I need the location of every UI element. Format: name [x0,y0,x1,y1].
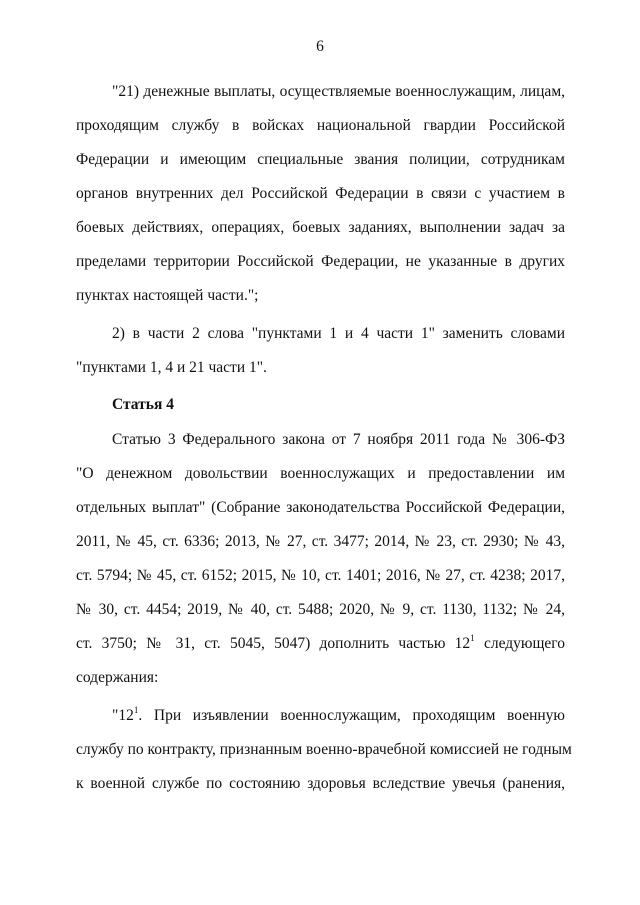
text-line: содержания: [76,669,159,686]
superscript: 1 [133,705,139,715]
text-line: Статью 3 Федерального закона от 7 ноября 2011 года № 306-ФЗ [112,431,565,448]
text-line: службу по контракту, признанным военно-врачебной комиссией не годным [76,741,572,758]
text-line: боевых действиях, операциях, боевых заданиях, выполнении задач за [76,219,565,236]
text-line: отдельных выплат" (Собрание законодательства Российской Федерации, [76,499,565,516]
article-heading: Статья 4 [112,396,174,413]
text-segment: . При изъявлении военнослужащим, проходящим военную [138,707,565,724]
text-line: проходящим службу в войсках национальной гвардии Российской [76,117,565,134]
text-line: Федерации и имеющим специальные звания полиции, сотрудникам [76,151,565,168]
text-line: 2011, № 45, ст. 6336; 2013, № 27, ст. 3477; 2014, № 23, ст. 2930; № 43, [76,533,565,550]
text-segment: ст. 3750; № 31, ст. 5045, 5047) дополнить частью 12 [76,635,471,652]
text-line [112,706,565,726]
text-segment: "12 [112,707,134,724]
text-line: пунктах настоящей части."; [76,287,259,304]
text-line: органов внутренних дел Российской Федерации в связи с участием в [76,185,565,202]
text-line: ст. 5794; № 45, ст. 6152; 2015, № 10, ст. 1401; 2016, № 27, ст. 4238; 2017, [76,567,565,584]
text-line: № 30, ст. 4454; 2019, № 40, ст. 5488; 2020, № 9, ст. 1130, 1132; № 24, [76,601,565,618]
text-line: 2) в части 2 слова "пунктами 1 и 4 части 1" заменить словами [112,325,565,342]
text-line: "О денежном довольствии военнослужащих и предоставлении им [76,465,565,482]
text-segment: следующего [474,635,565,652]
text-line: "пунктами 1, 4 и 21 части 1". [76,359,267,376]
page-number: 6 [316,38,324,55]
text-line: пределами территории Российской Федерации, не указанные в других [76,253,565,270]
text-line: к военной службе по состоянию здоровья вследствие увечья (ранения, [76,775,565,792]
text-line: "21) денежные выплаты, осуществляемые военнослужащим, лицам, [112,83,565,100]
superscript: 1 [470,633,475,643]
text-line [76,634,565,654]
